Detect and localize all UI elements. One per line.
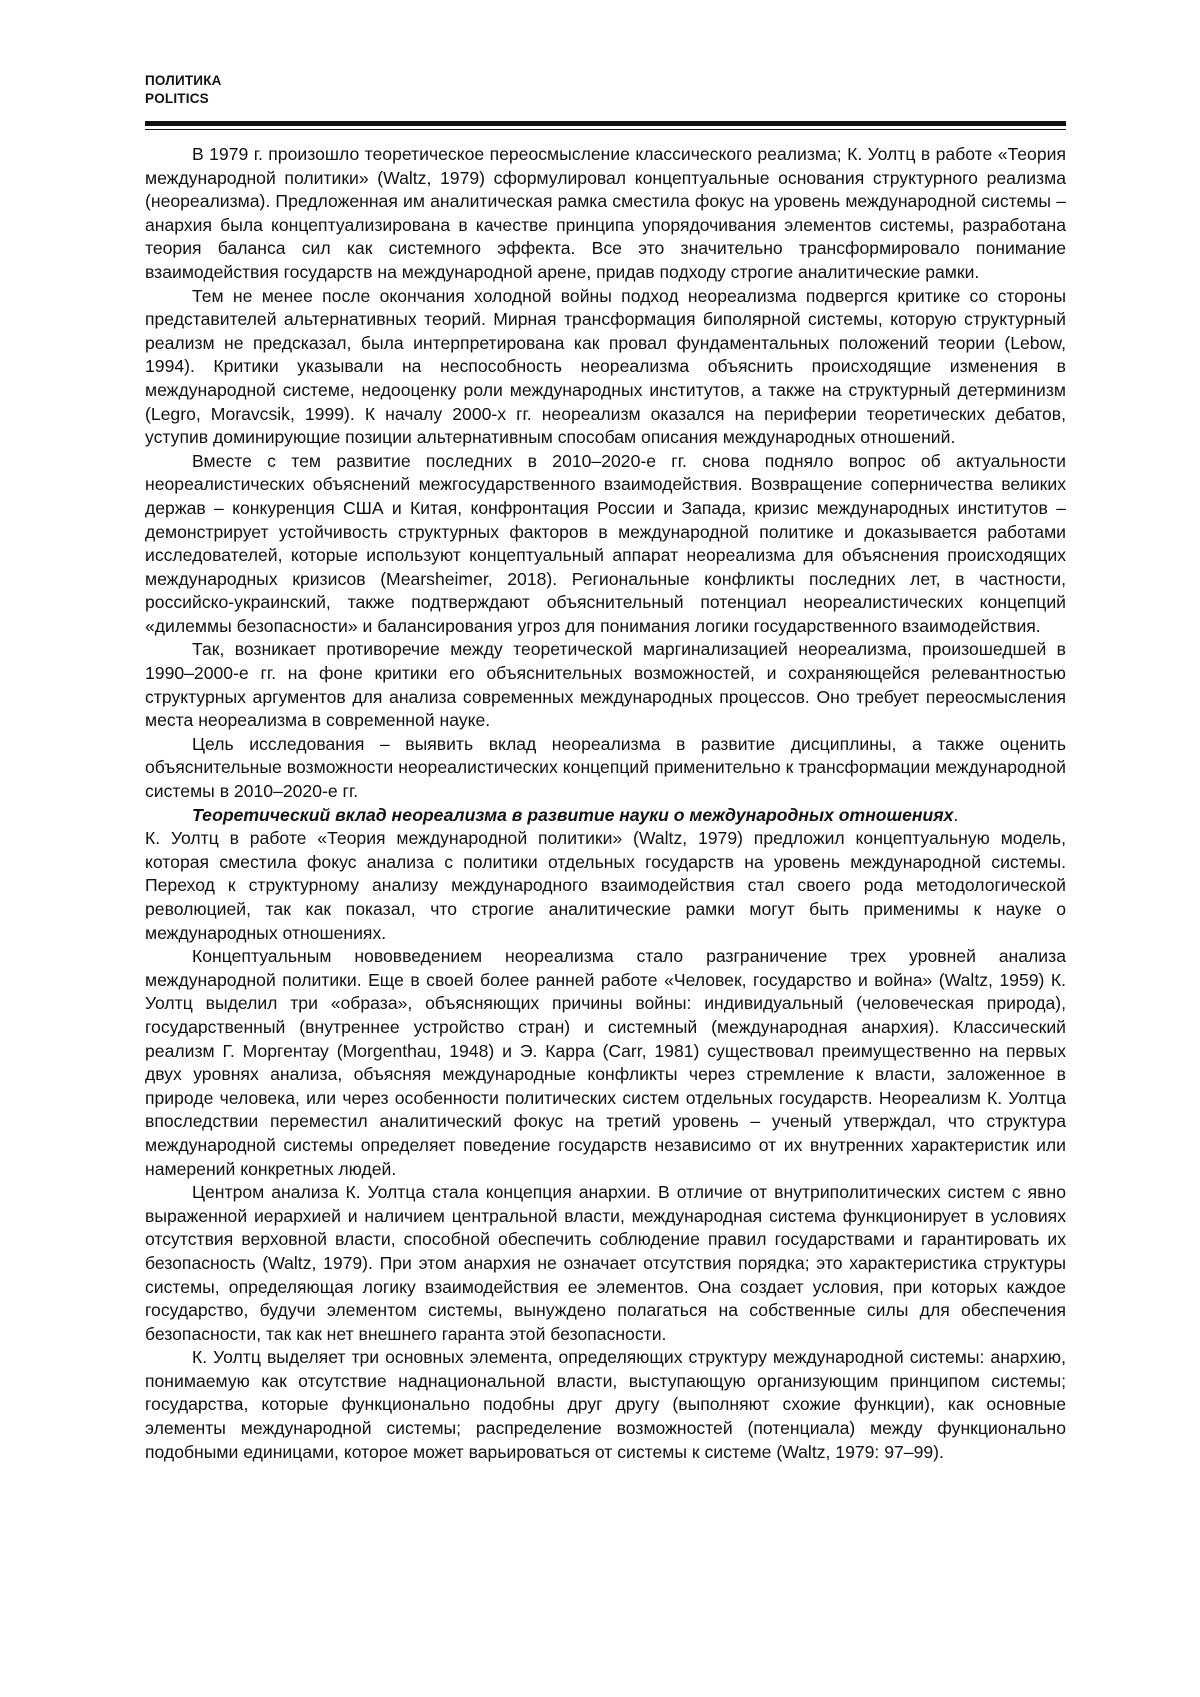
section-lead-text: К. Уолтц в работе «Теория международной политики» (Waltz, 1979) предложил концептуальную модель, которая сместила фокус анализа с политики отдельных государств на уровень международной системы. Переход к структурному анализу международного взаимодействия стал своего рода методологической революцией, так как показал, что строгие аналитические рамки могут быть применимы к науке о международных отношениях. [145, 828, 1066, 943]
paragraph: Концептуальным нововведением неореализма стало разграничение трех уровней анализа международной политики. Еще в своей более ранней работе «Человек, государство и война» (Waltz, 1959) К. Уолтц выделил три «образа», объясняющих причины войны: индивидуальный (человеческая природа), государственный (внутреннее устройство стран) и системный (международная анархия). Классический реализм Г. Моргентау (Morgenthau, 1948) и Э. Карра (Carr, 1981) существовал преимущественно на первых двух уровнях анализа, объясняя международные конфликты через стремление к власти, заложенное в природе человека, или через особенности политических систем отдельных государств. Неореализм К. Уолтца впоследствии переместил аналитический фокус на третий уровень – ученый утверждал, что структура международной системы определяет поведение государств независимо от их внутренних характеристик или намерений конкретных людей. [145, 946, 1066, 1179]
paragraph: Цель исследования – выявить вклад неореализма в развитие дисциплины, а также оценить объяснительные возможности неореалистических концепций применительно к трансформации международной системы в 2010–2020-е гг. [145, 733, 1066, 802]
section-heading: Теоретический вклад неореализма в развитие науки о международных отношениях [192, 804, 954, 825]
paragraph: В 1979 г. произошло теоретическое переосмысление классического реализма; К. Уолтц в работе «Теория международной политики» (Waltz, 1979) сформулировал концептуальные основания структурного реализма (неореализма). Предложенная им аналитическая рамка сместила фокус на уровень международной системы – анархия была концептуализирована в качестве принципа упорядочивания элементов системы, разработана теория баланса сил как системного эффекта. Все это значительно трансформировало понимание взаимодействия государств на международной арене, придав подходу строгие аналитические рамки. [145, 144, 1066, 282]
paragraph: Так, возникает противоречие между теоретической маргинализацией неореализма, произошедшей в 1990–2000-е гг. на фоне критики его объяснительных возможностей, и сохраняющейся релевантностью структурных аргументов для анализа современных международных процессов. Оно требует переосмысления места неореализма в современной науке. [145, 639, 1066, 731]
paragraph: Тем не менее после окончания холодной войны подход неореализма подвергся критике со стороны представителей альтернативных теорий. Мирная трансформация биполярной системы, которую структурный реализм не предсказал, была интерпретирована как провал фундаментальных положений теории (Lebow, 1994). Критики указывали на неспособность неореализма объяснить происходящие изменения в международной системе, недооценку роли международных институтов, а также на структурный детерминизм (Legro, Moravcsik, 1999). К началу 2000-х гг. неореализм оказался на периферии теоретических дебатов, уступив доминирующие позиции альтернативным способам описания международных отношений. [145, 285, 1066, 448]
running-header [145, 72, 222, 108]
article-body [145, 143, 1066, 1464]
header-rule-thick [145, 121, 1066, 126]
paragraph: Вместе с тем развитие последних в 2010–2020-е гг. снова подняло вопрос об актуальности неореалистических объяснений межгосударственного взаимодействия. Возвращение соперничества великих держав – конкуренция США и Китая, конфронтация России и Запада, кризис международных институтов – демонстрирует устойчивость структурных факторов в международной политике и доказывается работами исследователей, которые используют концептуальный аппарат неореализма для объяснения происходящих международных кризисов (Mearsheimer, 2018). Региональные конфликты последних лет, в частности, российско-украинский, также подтверждают объяснительный потенциал неореалистических концепций «дилеммы безопасности» и балансирования угроз для понимания логики государственного взаимодействия. [145, 450, 1066, 636]
paragraph: К. Уолтц выделяет три основных элемента, определяющих структуру международной системы: анархию, понимаемую как отсутствие наднациональной власти, выступающую организующим принципом системы; государства, которые функционально подобны друг другу (выполняют схожие функции), как основные элементы международной системы; распределение возможностей (потенциала) между функционально подобными единицами, которое может варьироваться от системы к системе (Waltz, 1979: 97–99). [145, 1347, 1066, 1462]
section-paragraph [145, 804, 1066, 946]
section-heading-punct: . [953, 804, 959, 825]
paragraph: Центром анализа К. Уолтца стала концепция анархии. В отличие от внутриполитических систем с явно выраженной иерархией и наличием центральной власти, международная система функционирует в условиях отсутствия верховной власти, способной обеспечить соблюдение правил государствами и гарантировать их безопасность (Waltz, 1979). При этом анархия не означает отсутствия порядка; это характеристика структуры системы, определяющая логику взаимодействия ее элементов. Она создает условия, при которых каждое государство, будучи элементом системы, вынуждено полагаться на собственные силы для обеспечения безопасности, так как нет внешнего гаранта этой безопасности. [145, 1182, 1066, 1344]
section-title-ru: ПОЛИТИКА [145, 73, 222, 88]
section-title-en: POLITICS [145, 91, 209, 106]
header-rule-thin [145, 129, 1066, 130]
